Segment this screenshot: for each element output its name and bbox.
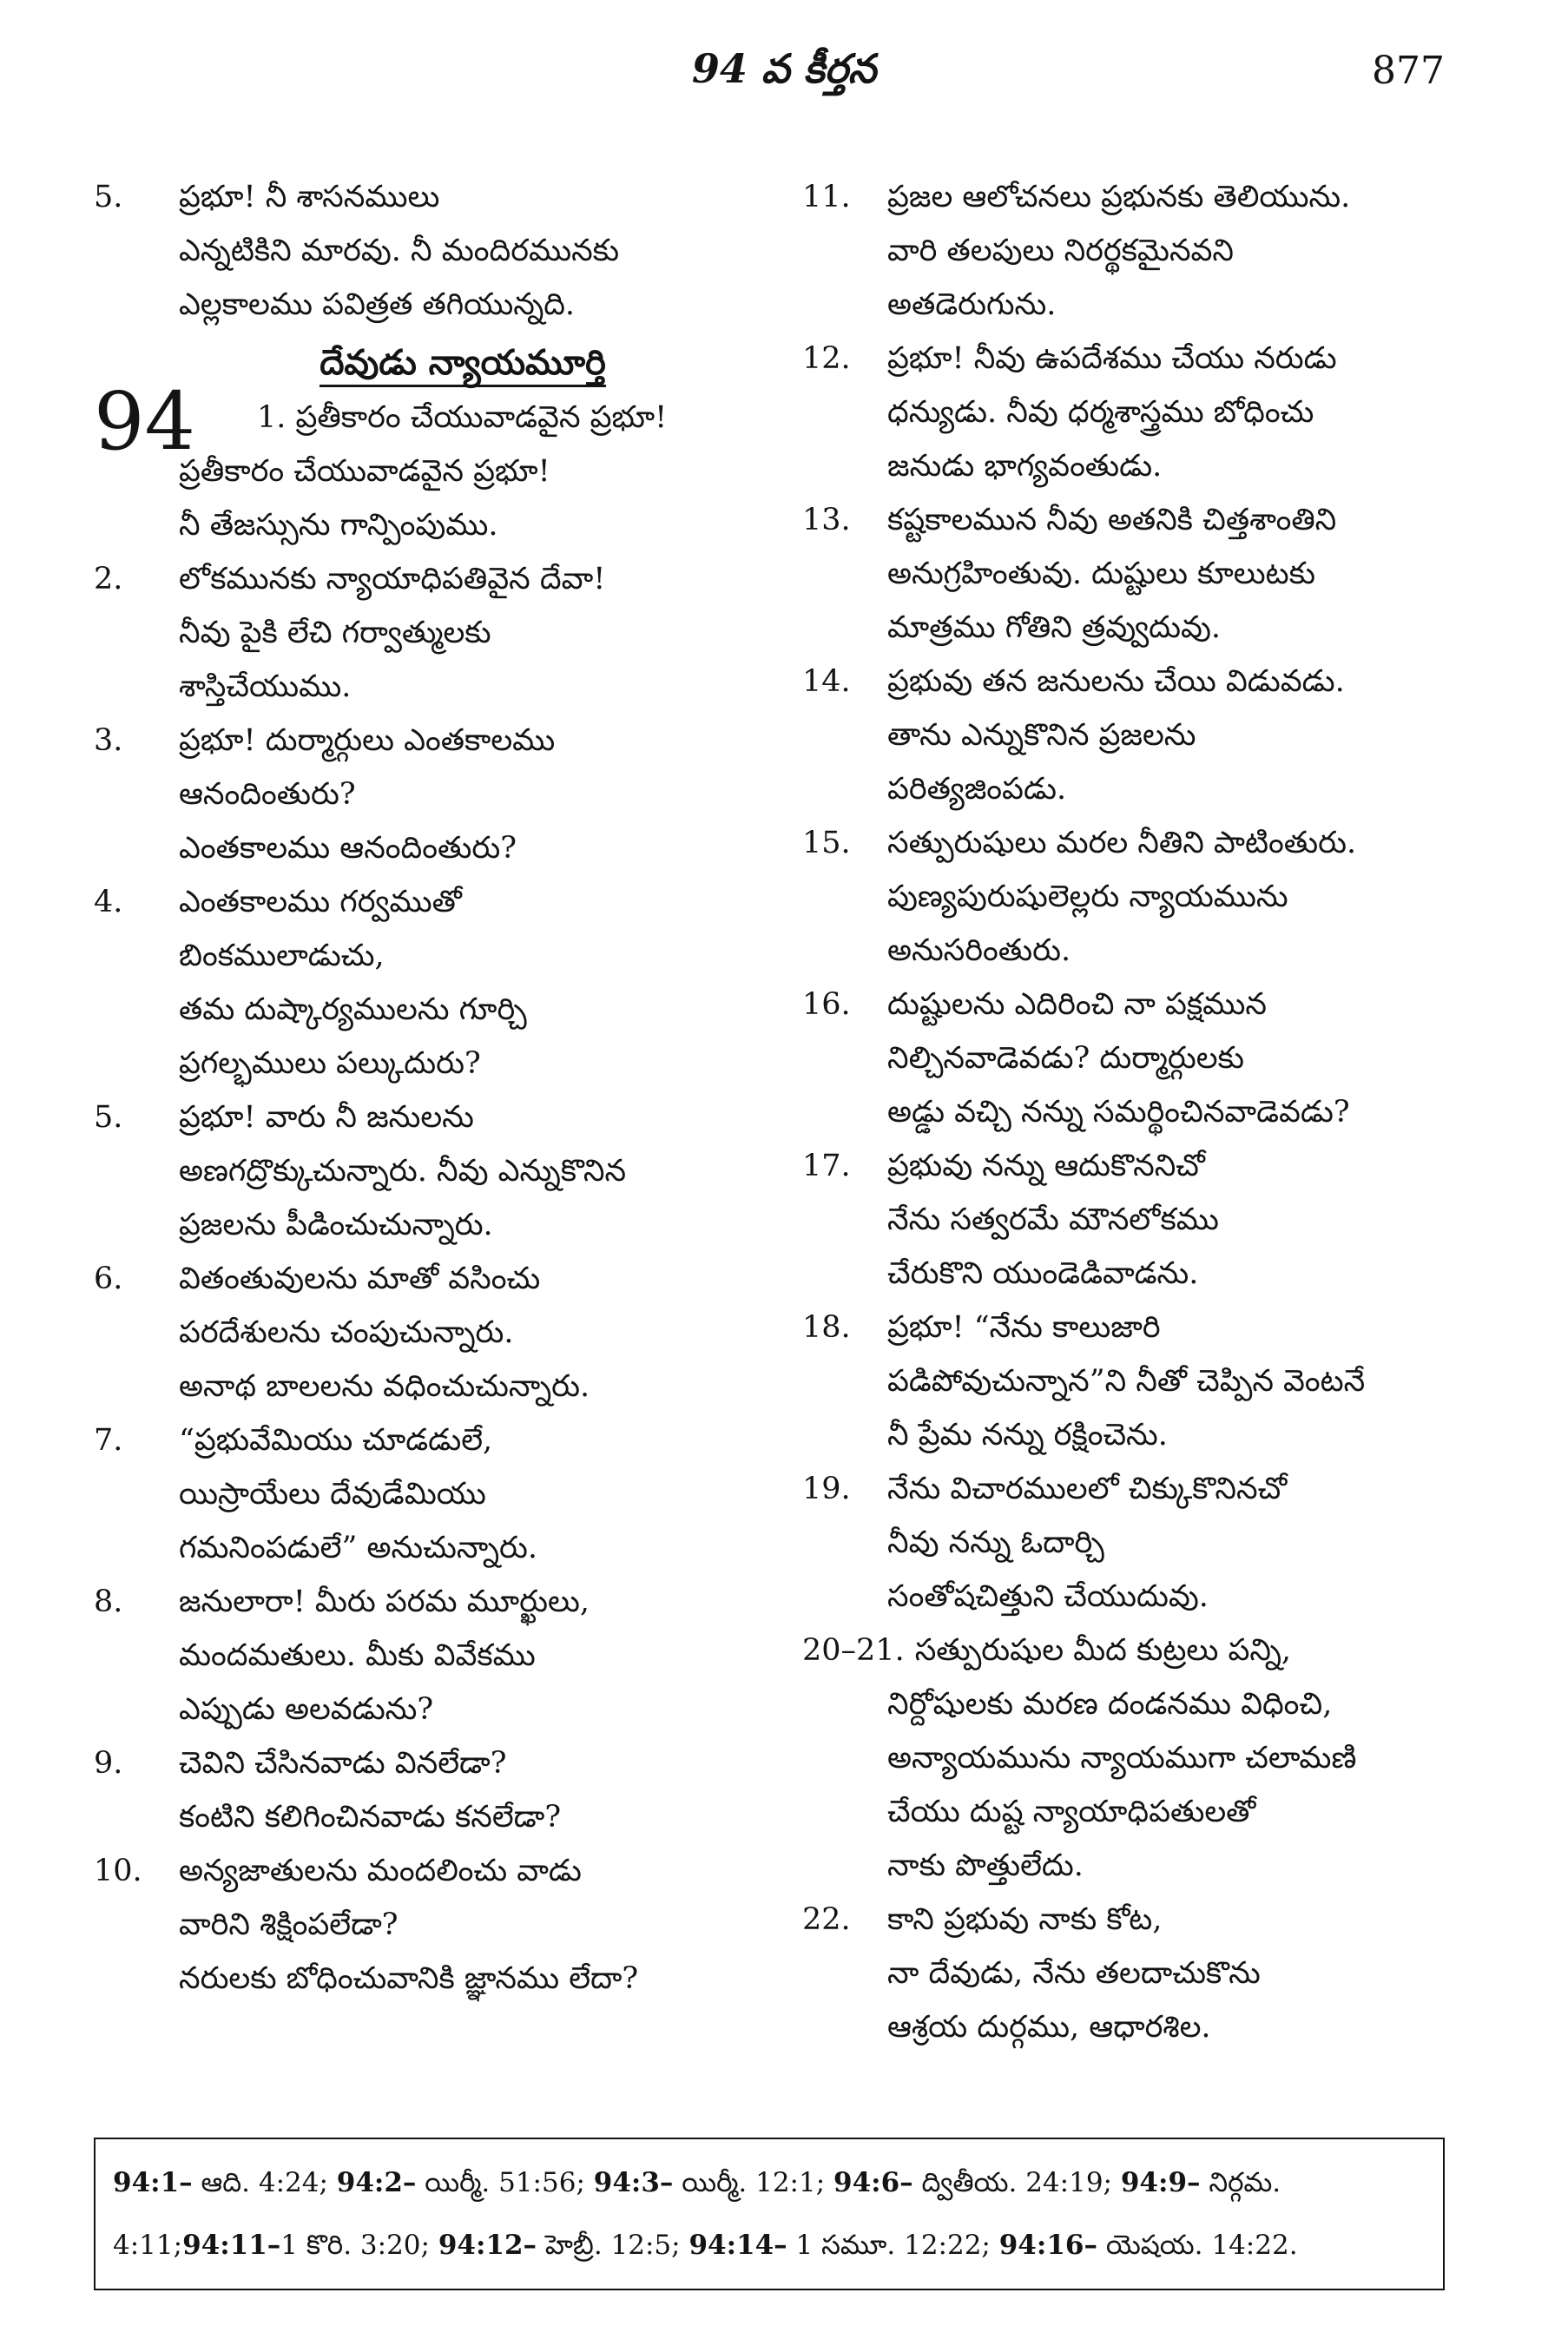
verse-line [179, 391, 762, 445]
verse-line: తమ దుష్కార్యములను గూర్చి [179, 992, 527, 1027]
verse-number: 13. [802, 503, 851, 537]
footnote-lines [113, 2151, 1426, 2276]
verse-line: పరిత్యజింపడు. [887, 772, 1067, 807]
verse-line: ప్రతీకారం చేయువాడవైన ప్రభూ! [179, 454, 550, 489]
verse-number: 17. [802, 1149, 851, 1183]
verse-line: వారిని శిక్షింపలేడా? [179, 1907, 399, 1942]
footnote-ref: 94:1– [113, 2167, 193, 2198]
verse-line: ఎప్పుడు అలవడును? [179, 1692, 434, 1727]
left-pre-verses [94, 170, 762, 332]
verse-number: 1. [257, 400, 296, 435]
verse-line: పడిపోవుచున్నాన”ని నీతో చెప్పిన వెంటనే [887, 1364, 1366, 1399]
verse-number: 10. [94, 1854, 142, 1888]
footnote-ref: 94:9– [1120, 2167, 1201, 2198]
verse-line: కాని ప్రభువు నాకు కోట, [887, 1902, 1163, 1937]
verse-line: ప్రజల ఆలోచనలు ప్రభునకు తెలియును. [887, 180, 1351, 214]
verse-line: సత్పురుషుల మీద కుట్రలు పన్ని, [914, 1633, 1291, 1668]
verse-number: 3. [94, 723, 123, 758]
left-column [94, 170, 762, 2006]
verse-line: యిస్రాయేలు దేవుడేమియు [179, 1477, 486, 1512]
footnote-ref: 94:2– [336, 2167, 417, 2198]
footnote-text: యిర్మీ. 12:1; [673, 2167, 834, 2198]
verse-line: ఎన్నటికిని మారవు. నీ మందిరమునకు [179, 234, 620, 268]
verse-line: అన్యాయమును న్యాయముగా చలామణి [887, 1741, 1357, 1776]
verse-line: కష్టకాలమున నీవు అతనికి చిత్తశాంతిని [887, 503, 1337, 537]
footnote-text: నిర్గమ. [1200, 2167, 1281, 2198]
verse-line: అనుసరింతురు. [887, 933, 1071, 968]
page-header [0, 45, 1568, 106]
footnote-line [113, 2214, 1426, 2276]
verse-line: సంతోషచిత్తుని చేయుదువు. [887, 1579, 1209, 1614]
verse-line: ప్రభూ! దుర్మార్గులు ఎంతకాలము [179, 723, 556, 758]
verse-line: ప్రగల్భములు పల్కుదురు? [179, 1046, 481, 1081]
verse-line: శాస్తిచేయుము. [179, 669, 352, 704]
verse-number: 19. [802, 1472, 851, 1506]
verse-line: ప్రభూ! “నేను కాలుజారి [887, 1310, 1161, 1345]
verse-line: గమనింపడులే” అనుచున్నారు. [179, 1531, 538, 1565]
verse [802, 493, 1488, 655]
footnote-text: 4:11; [113, 2230, 183, 2261]
verse-line: వారి తలపులు నిరర్థకమైనవని [887, 234, 1234, 268]
verse-line: ఎల్లకాలము పవిత్రత తగియున్నది. [179, 287, 576, 322]
verse-line: నిర్దోషులకు మరణ దండనము విధించి, [887, 1687, 1333, 1722]
first-verse [94, 391, 762, 552]
verse-line: అనుగ్రహింతువు. దుష్టులు కూలుటకు [887, 557, 1316, 591]
psalm-block [94, 375, 762, 552]
footnote-text: హెబ్రీ. 12:5; [537, 2230, 689, 2261]
psalm-number: 94 [94, 375, 196, 468]
verse-line: దుష్టులను ఎదిరించి నా పక్షమున [887, 987, 1267, 1022]
verse-line: కంటిని కలిగించినవాడు కనలేడా? [179, 1800, 562, 1835]
verse [94, 552, 762, 714]
verse-line: నేను సత్వరమే మౌనలోకము [887, 1202, 1219, 1237]
verse-number: 14. [802, 664, 851, 699]
verse [94, 170, 762, 332]
verse [802, 655, 1488, 816]
verse-line: అడ్డు వచ్చి నన్ను సమర్థించినవాడెవడు? [887, 1095, 1350, 1130]
verse-line: ఆశ్రయ దుర్గము, ఆధారశిల. [887, 2010, 1211, 2045]
verse-line: నేను విచారములలో చిక్కుకొనినచో [887, 1472, 1288, 1506]
verse-22 [802, 1893, 1488, 2054]
verse-number: 12. [802, 341, 851, 376]
verse-line: నిల్చినవాడెవడు? దుర్మార్గులకు [887, 1041, 1244, 1076]
verse [94, 1090, 762, 1252]
footnote-ref: 94:16– [998, 2230, 1097, 2261]
verse [802, 1301, 1488, 1462]
footnote-text: 1 సమూ. 12:22; [787, 2230, 999, 2261]
verse-line: నీవు నన్ను ఓదార్చి [887, 1525, 1104, 1560]
verse-20-21 [802, 1624, 1488, 1893]
verse-number: 6. [94, 1262, 123, 1296]
verse-number: 18. [802, 1310, 851, 1345]
footnote-line [113, 2151, 1426, 2214]
verse-line: తాను ఎన్నుకొనిన ప్రజలను [887, 718, 1196, 753]
verse-line: వితంతువులను మాతో వసించు [179, 1262, 541, 1296]
verse [802, 978, 1488, 1139]
footnote-ref: 94:12– [438, 2230, 537, 2261]
verse-line: ప్రజలను పీడించుచున్నారు. [179, 1208, 493, 1242]
verse-number: 22. [802, 1902, 851, 1937]
verse [94, 1575, 762, 1736]
footnotes-box [94, 2138, 1445, 2290]
page-number: 877 [1372, 49, 1445, 93]
footnote-ref: 94:11– [182, 2230, 281, 2261]
verse [94, 1844, 762, 2006]
footnote-ref: 94:14– [688, 2230, 787, 2261]
verse-line: నీవు పైకి లేచి గర్వాత్ములకు [179, 616, 491, 650]
verse-20-21-lines [802, 1677, 1488, 1893]
footnote-text: ఆది. 4:24; [192, 2167, 337, 2198]
verse-line: ఆనందింతురు? [179, 777, 356, 812]
verse-line: “ప్రభువేమియు చూడడులే, [179, 1423, 493, 1458]
verse-line: చెవిని చేసినవాడు వినలేడా? [179, 1746, 507, 1781]
verse-line: బింకములాడుచు, [179, 939, 385, 973]
verse-line: చేయు దుష్ట న్యాయాధిపతులతో [887, 1795, 1256, 1829]
verse-line: ధన్యుడు. నీవు ధర్మశాస్త్రము బోధించు [887, 395, 1314, 430]
verse-line: నీ తేజస్సును గాన్పింపుము. [179, 508, 498, 543]
verse-number: 5. [94, 180, 123, 214]
verse-line: ప్రభూ! నీ శాసనములు [179, 180, 440, 214]
verse-line: నా దేవుడు, నేను తలదాచుకొను [887, 1956, 1261, 1991]
footnote-ref: 94:6– [833, 2167, 913, 2198]
verse-line: ప్రభూ! వారు నీ జనులను [179, 1100, 474, 1135]
right-column [802, 170, 1488, 2054]
verse-number: 7. [94, 1423, 123, 1458]
verse [802, 816, 1488, 978]
page-title: 94 వ కీర్తన [691, 45, 877, 92]
verse-line: అతడెరుగును. [887, 287, 1057, 322]
verse-number: 8. [94, 1584, 123, 1619]
verse-number: 9. [94, 1746, 123, 1781]
verse-line: సత్పురుషులు మరల నీతిని పాటింతురు. [887, 826, 1357, 860]
verse-line: ప్రభువు తన జనులను చేయి విడువడు. [887, 664, 1345, 699]
footnote-text: యిర్మీ. 51:56; [416, 2167, 594, 2198]
footnote-text: యెషయ. 14:22. [1097, 2230, 1298, 2261]
verse-line: ఎంతకాలము ఆనందింతురు? [179, 831, 517, 866]
verse-number: 4. [94, 885, 123, 919]
verse [802, 170, 1488, 332]
footnote-text: ద్వితీయ. 24:19; [912, 2167, 1121, 2198]
verse-line: జనుడు భాగ్యవంతుడు. [887, 449, 1163, 484]
verse-line: ప్రభువు నన్ను ఆదుకొననిచో [887, 1149, 1205, 1183]
footnote-ref: 94:3– [593, 2167, 674, 2198]
verse-line: అన్యజాతులను మందలించు వాడు [179, 1854, 582, 1888]
footnote-text: 1 కొరి. 3:20; [280, 2230, 438, 2261]
right-verses [802, 170, 1488, 1624]
verse-line: అనాథ బాలలను వధించుచున్నారు. [179, 1369, 590, 1404]
verse [94, 1252, 762, 1413]
verse-number: 20–21. [802, 1633, 905, 1668]
verse-number: 16. [802, 987, 851, 1022]
verse-number: 11. [802, 180, 851, 214]
verse-line: అణగద్రొక్కుచున్నారు. నీవు ఎన్నుకొనిన [179, 1154, 627, 1189]
verse-line: ప్రభూ! నీవు ఉపదేశము చేయు నరుడు [887, 341, 1337, 376]
verse [802, 332, 1488, 493]
verse-line: నాకు పొత్తులేదు. [887, 1848, 1084, 1883]
verse-number: 5. [94, 1100, 123, 1135]
verse [94, 1736, 762, 1844]
verse-line: మందమతులు. మీకు వివేకము [179, 1638, 536, 1673]
section-title-text: దేవుడు న్యాయమూర్తి [320, 342, 606, 387]
verse-line: మాత్రము గోతిని త్రవ్వుదువు. [887, 610, 1222, 645]
verse-line: చేరుకొని యుండెడివాడను. [887, 1256, 1199, 1291]
verse-line: పుణ్యపురుషులెల్లరు న్యాయమును [887, 880, 1288, 914]
verse-line: లోకమునకు న్యాయాధిపతివైన దేవా! [179, 562, 606, 596]
verse-line: నరులకు బోధించువానికి జ్ఞానము లేదా? [179, 1961, 639, 1996]
verse-line: ఎంతకాలము గర్వముతో [179, 885, 462, 919]
verse-number: 15. [802, 826, 851, 860]
verse-line: పరదేశులను చంపుచున్నారు. [179, 1315, 514, 1350]
verse [94, 714, 762, 875]
verse [802, 1462, 1488, 1624]
verse-number: 2. [94, 562, 123, 596]
verse-text: ప్రతీకారం చేయువాడవైన ప్రభూ! [295, 400, 668, 435]
verse [802, 1893, 1488, 2054]
verse [94, 391, 762, 552]
left-verses [94, 552, 762, 2006]
verse [94, 1413, 762, 1575]
verse [802, 1139, 1488, 1301]
verse-line: నీ ప్రేమ నన్ను రక్షించెను. [887, 1418, 1168, 1453]
verse-line: జనులారా! మీరు పరమ మూర్ఖులు, [179, 1584, 590, 1619]
verse [94, 875, 762, 1090]
